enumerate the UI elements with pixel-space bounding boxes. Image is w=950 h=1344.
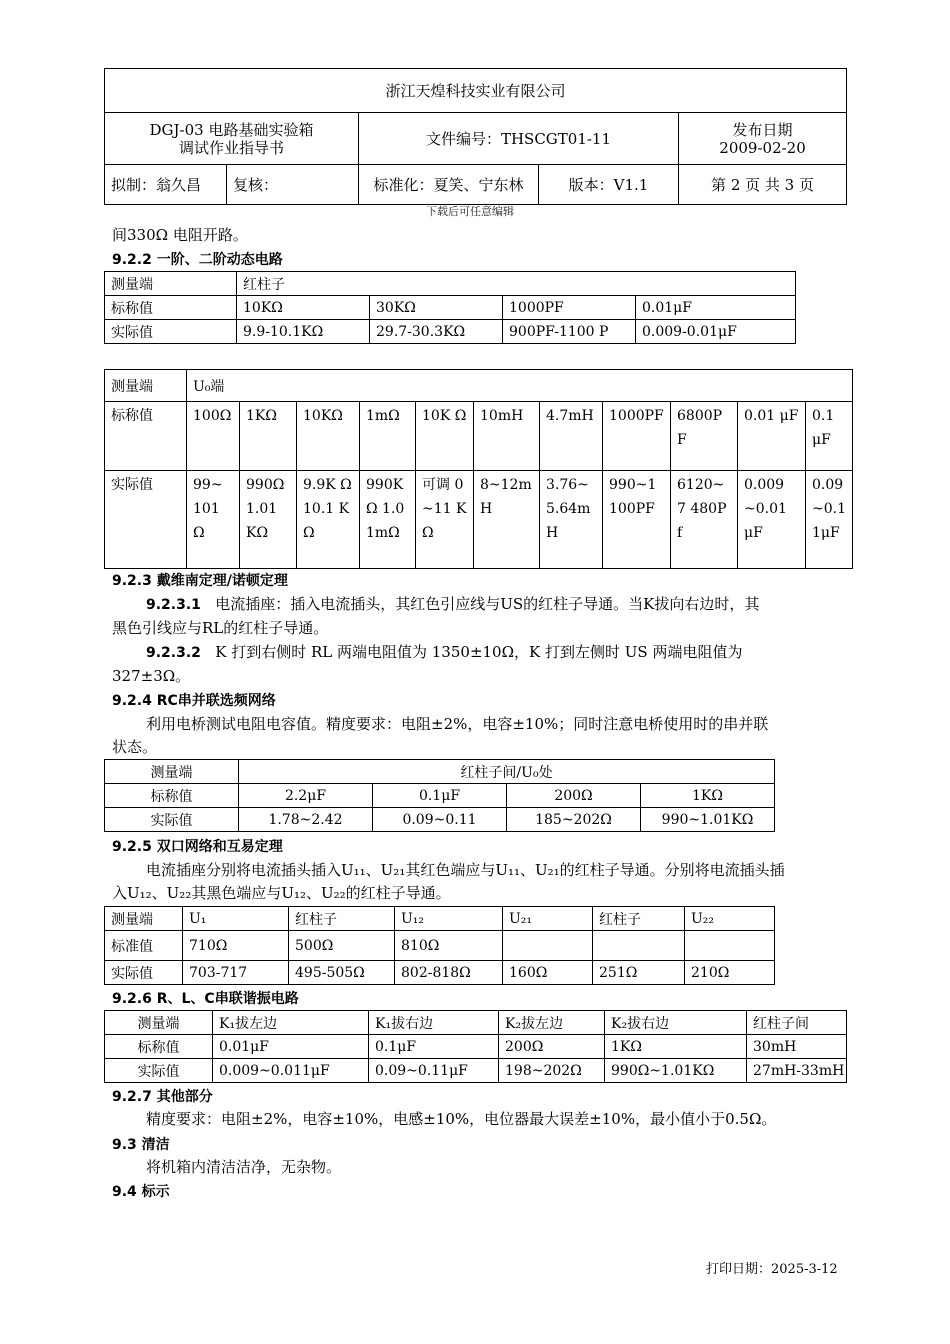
intro-text: 间330Ω 电阻开路。 [112, 226, 248, 244]
table-cell: 6120~7 480Pf [671, 471, 738, 569]
table-cell: 实际值 [105, 808, 239, 832]
table-cell: 200Ω [507, 784, 641, 808]
table-cell [685, 931, 775, 961]
table-cell: 990Ω~1.01KΩ [605, 1059, 747, 1083]
table-cell: 标称值 [105, 402, 187, 471]
product-name [105, 113, 359, 165]
table-cell: 标称值 [105, 1035, 213, 1059]
table-cell: U₂₂ [685, 907, 775, 931]
table-cell: 9.9-10.1KΩ [237, 320, 370, 344]
table-cell: U₂₁ [503, 907, 593, 931]
table-cell: 红柱子 [593, 907, 685, 931]
rc-network-table [104, 759, 775, 832]
table-cell: 8~12m H [474, 471, 540, 569]
table-cell: 3.76~ 5.64m H [540, 471, 603, 569]
table-cell: 0.01μF [213, 1035, 369, 1059]
section-title-922: 9.2.2 一阶、二阶动态电路 [112, 252, 283, 268]
table-cell: 802-818Ω [395, 961, 503, 985]
table-cell: K₂拔右边 [605, 1011, 747, 1035]
watermark-text: 下载后可任意编辑 [426, 205, 514, 218]
table-cell: 703-717 [183, 961, 289, 985]
resonance-table [104, 1010, 847, 1083]
table-cell: 实际值 [105, 1059, 213, 1083]
table-cell: 6800PF [671, 402, 738, 471]
table-cell: 900PF-1100 P [503, 320, 636, 344]
table-cell: 500Ω [289, 931, 395, 961]
dynamic-circuit-table-1 [104, 271, 796, 344]
table-cell: 红柱子间/U₀处 [239, 760, 775, 784]
paragraph-924 [112, 713, 842, 759]
paragraph-93: 将机箱内清洁洁净，无杂物。 [146, 1158, 342, 1176]
table-cell: 1000PF [603, 402, 671, 471]
table-cell: 测量端 [105, 760, 239, 784]
two-port-table [104, 906, 775, 985]
file-number: 文件编号：THSCGT01-11 [359, 113, 679, 165]
table-cell: 99~ 101 Ω [187, 471, 240, 569]
publish-label: 发布日期 [732, 120, 793, 139]
version: 版本：V1.1 [539, 165, 679, 205]
publish-info [679, 113, 847, 165]
table-cell: 100Ω [187, 402, 240, 471]
paragraph-text: 327±3Ω。 [112, 667, 191, 685]
table-cell: 198~202Ω [499, 1059, 605, 1083]
print-date: 打印日期：2025-3-12 [706, 1262, 838, 1277]
table-cell: 0.009~0.011μF [213, 1059, 369, 1083]
section-title-926: 9.2.6 R、L、C串联谐振电路 [112, 991, 299, 1007]
table-cell: 1.78~2.42 [239, 808, 373, 832]
drafter: 拟制：翁久昌 [105, 165, 227, 205]
section-title-927: 9.2.7 其他部分 [112, 1089, 213, 1105]
table-cell: 200Ω [499, 1035, 605, 1059]
table-cell: 红柱子 [237, 272, 796, 296]
dynamic-circuit-table-2 [104, 369, 853, 569]
table-cell [503, 931, 593, 961]
table-cell: 实际值 [105, 961, 183, 985]
product-line-2: 调试作业指导书 [178, 138, 284, 157]
table-cell: 1KΩ [240, 402, 297, 471]
table-cell: 实际值 [105, 471, 187, 569]
table-cell: 251Ω [593, 961, 685, 985]
paragraph-text: 电流插座：插入电流插头，其红色引应线与US的红柱子导通。当K拔向右边时，其 [215, 595, 760, 613]
section-title-93: 9.3 清洁 [112, 1137, 170, 1153]
table-cell: 4.7mH [540, 402, 603, 471]
section-title-94: 9.4 标示 [112, 1184, 170, 1200]
table-cell: 0.009 ~0.01 μF [738, 471, 806, 569]
paragraph-927: 精度要求：电阻±2%，电容±10%，电感±10%，电位器最大误差±10%，最小值小于0.5Ω。 [146, 1110, 777, 1128]
table-cell: 185~202Ω [507, 808, 641, 832]
table-cell: 0.01μF [636, 296, 796, 320]
table-cell: 810Ω [395, 931, 503, 961]
table-cell: 标称值 [105, 296, 237, 320]
table-cell: 30mH [747, 1035, 847, 1059]
paragraph-text: 黑色引线应与RL的红柱子导通。 [112, 619, 329, 637]
section-title-925: 9.2.5 双口网络和互易定理 [112, 839, 283, 855]
table-cell: K₂拔左边 [499, 1011, 605, 1035]
table-cell: 990K Ω 1.0 1mΩ [360, 471, 416, 569]
page-number: 第 2 页 共 3 页 [679, 165, 847, 205]
table-cell: 0.09~0.11 [373, 808, 507, 832]
table-cell: 10mH [474, 402, 540, 471]
table-cell: 30KΩ [370, 296, 503, 320]
reviewer: 复核： [227, 165, 359, 205]
table-cell: 990Ω 1.01 KΩ [240, 471, 297, 569]
table-cell: 1mΩ [360, 402, 416, 471]
table-cell: 测量端 [105, 272, 237, 296]
table-cell: U₀端 [187, 370, 853, 402]
table-cell: 测量端 [105, 907, 183, 931]
table-cell: 27mH-33mH [747, 1059, 847, 1083]
table-cell: 可调 0~11 KΩ [416, 471, 474, 569]
paragraph-9232 [112, 641, 842, 688]
table-cell [593, 931, 685, 961]
table-cell: 2.2μF [239, 784, 373, 808]
table-cell: 0.01 μF [738, 402, 806, 471]
paragraph-text: 状态。 [112, 738, 158, 756]
table-cell: 10KΩ [237, 296, 370, 320]
section-title-923: 9.2.3 戴维南定理/诺顿定理 [112, 573, 288, 589]
table-cell: 29.7-30.3KΩ [370, 320, 503, 344]
table-cell: 1KΩ [641, 784, 775, 808]
publish-date: 2009-02-20 [719, 138, 806, 157]
table-cell: 10KΩ [297, 402, 360, 471]
clause-number: 9.2.3.1 [146, 597, 201, 613]
table-cell: 标称值 [105, 784, 239, 808]
standardizer: 标准化：夏笑、宁东林 [359, 165, 539, 205]
paragraph-text: 利用电桥测试电阻电容值。精度要求：电阻±2%，电容±10%；同时注意电桥使用时的串并联 [146, 715, 769, 733]
table-cell: 160Ω [503, 961, 593, 985]
company-name: 浙江天煌科技实业有限公司 [105, 69, 847, 113]
table-cell: 标准值 [105, 931, 183, 961]
clause-number: 9.2.3.2 [146, 645, 201, 661]
table-cell: U₁₂ [395, 907, 503, 931]
table-cell: K₁拔右边 [369, 1011, 499, 1035]
table-cell: 210Ω [685, 961, 775, 985]
paragraph-9231 [112, 593, 842, 640]
table-cell: 红柱子间 [747, 1011, 847, 1035]
table-cell: 实际值 [105, 320, 237, 344]
table-cell: 10K Ω [416, 402, 474, 471]
table-cell: 710Ω [183, 931, 289, 961]
table-cell: 0.1μF [373, 784, 507, 808]
table-cell: 0.09 ~0.1 1μF [806, 471, 853, 569]
table-cell: 990~1 100PF [603, 471, 671, 569]
table-cell: 0.009-0.01μF [636, 320, 796, 344]
document-header [104, 68, 847, 205]
section-title-924: 9.2.4 RC串并联选频网络 [112, 693, 276, 709]
table-cell: 0.09~0.11μF [369, 1059, 499, 1083]
table-cell: 0.1 μF [806, 402, 853, 471]
paragraph-text: K 打到右侧时 RL 两端电阻值为 1350±10Ω，K 打到左侧时 US 两端电阻值为 [215, 643, 743, 661]
table-cell: 1000PF [503, 296, 636, 320]
paragraph-text: 入U₁₂、U₂₂其黑色端应与U₁₂、U₂₂的红柱子导通。 [112, 884, 451, 902]
table-cell: 990~1.01KΩ [641, 808, 775, 832]
table-cell: U₁ [183, 907, 289, 931]
paragraph-925 [112, 859, 842, 905]
table-cell: 1KΩ [605, 1035, 747, 1059]
table-cell: 测量端 [105, 1011, 213, 1035]
table-cell: K₁拔左边 [213, 1011, 369, 1035]
paragraph-text: 电流插座分别将电流插头插入U₁₁、U₂₁其红色端应与U₁₁、U₂₁的红柱子导通。分别将电流插头插 [146, 861, 785, 879]
table-cell: 测量端 [105, 370, 187, 402]
product-line-1: DGJ-03 电路基础实验箱 [149, 120, 314, 139]
table-cell: 红柱子 [289, 907, 395, 931]
table-cell: 495-505Ω [289, 961, 395, 985]
table-cell: 0.1μF [369, 1035, 499, 1059]
table-cell: 9.9K Ω 10.1 KΩ [297, 471, 360, 569]
